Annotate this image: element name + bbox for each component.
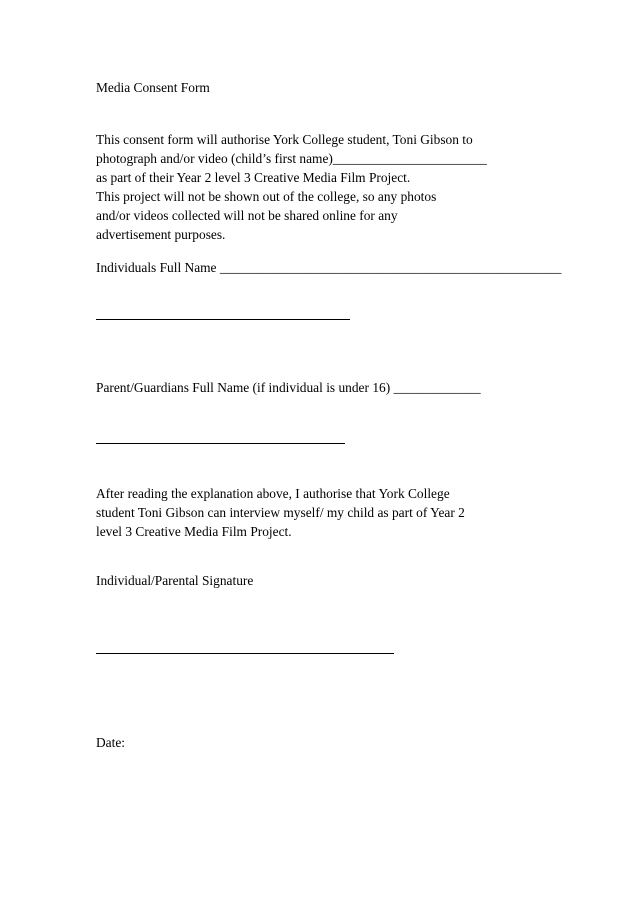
intro-line-6: advertisement purposes.	[96, 227, 226, 242]
intro-line-1: This consent form will authorise York College student, Toni Gibson to	[96, 132, 473, 147]
intro-line-5: and/or videos collected will not be shared online for any	[96, 208, 398, 223]
individual-name-field[interactable]: Individuals Full Name ___________________________________________________	[96, 260, 562, 275]
signature-line[interactable]	[96, 653, 394, 654]
intro-line-4: This project will not be shown out of the college, so any photos	[96, 189, 437, 204]
authorisation-line-1: After reading the explanation above, I authorise that York College	[96, 486, 450, 501]
form-title: Media Consent Form	[96, 80, 210, 95]
intro-line-2: photograph and/or video (child’s first name)_______________________	[96, 151, 487, 166]
authorisation-line-3: level 3 Creative Media Film Project.	[96, 524, 292, 539]
guardian-name-continuation-line[interactable]	[96, 443, 345, 444]
authorisation-line-2: student Toni Gibson can interview myself/ my child as part of Year 2	[96, 505, 465, 520]
individual-name-continuation-line[interactable]	[96, 319, 350, 320]
signature-label: Individual/Parental Signature	[96, 573, 254, 588]
intro-line-3: as part of their Year 2 level 3 Creative Media Film Project.	[96, 170, 411, 185]
guardian-name-field[interactable]: Parent/Guardians Full Name (if individual is under 16) _____________	[96, 380, 481, 395]
date-label: Date:	[96, 735, 125, 750]
